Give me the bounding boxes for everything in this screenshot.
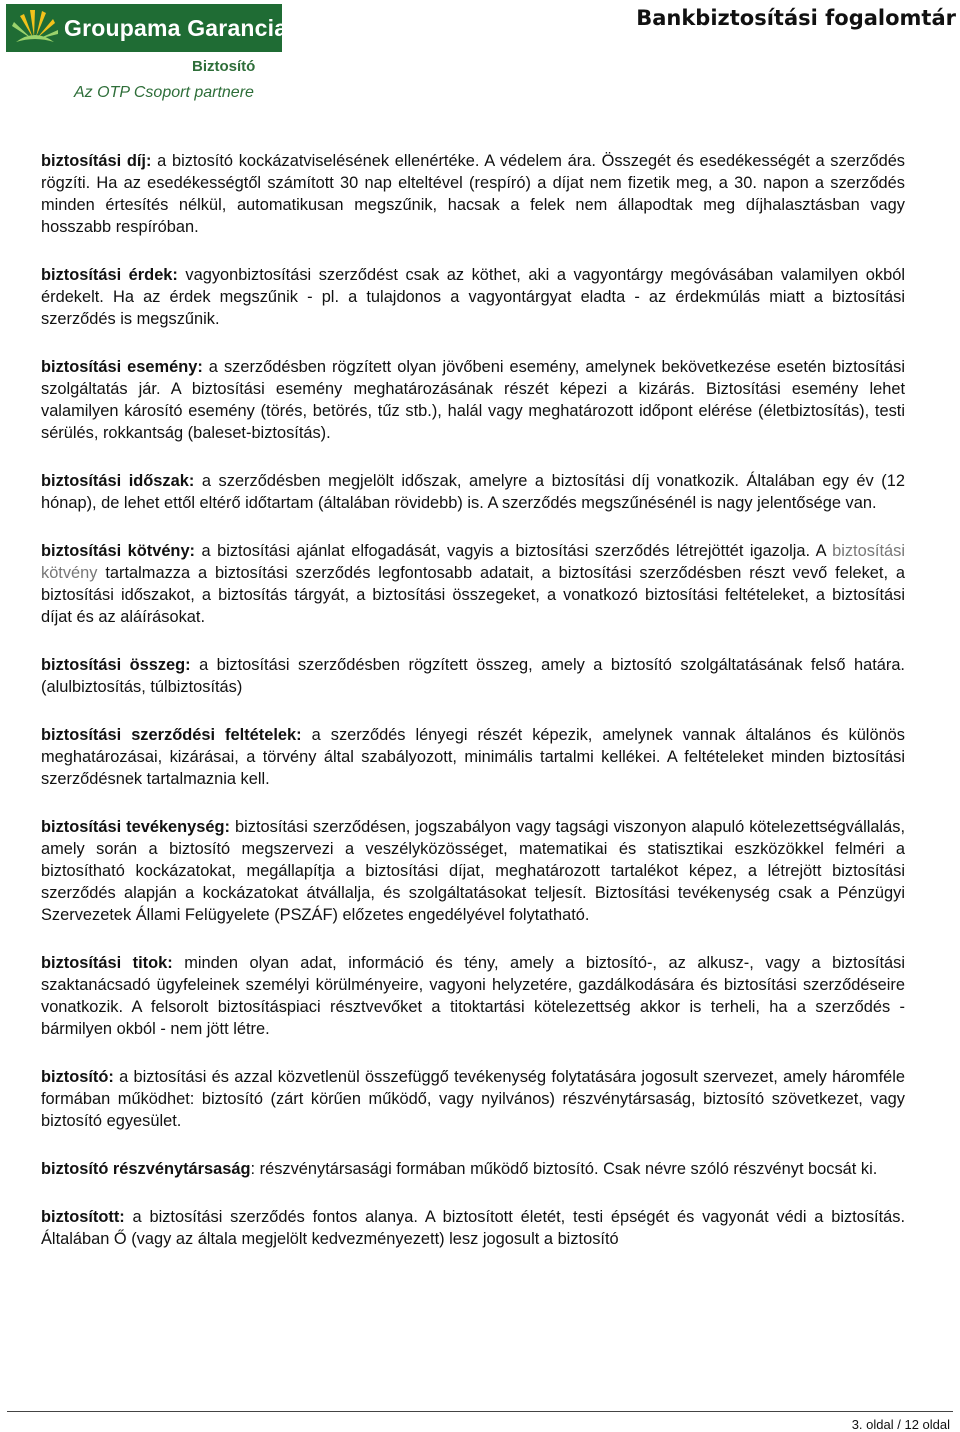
glossary-definition: a biztosítási szerződés fontos alanya. A biztosított életét, testi épségét és vagyonát védi a biztosítás. Általában Ő (vagy az általa megjelölt kedvezményezett) lesz jogosult a biztosító — [41, 1208, 905, 1248]
glossary-term: biztosítási díj: — [41, 152, 152, 170]
glossary-content — [41, 150, 905, 1276]
groupama-logo — [6, 4, 288, 104]
glossary-entry — [41, 724, 905, 790]
glossary-entry — [41, 1206, 905, 1250]
glossary-term: biztosítási időszak: — [41, 472, 195, 490]
glossary-definition: a szerződésben rögzített olyan jövőbeni esemény, amelynek bekövetkezése esetén biztosítási szolgáltatás jár. A biztosítási esemény meghatározásának részét képezi a kizárás. Biztosítási esemény lehet valamilyen károsító esemény (törés, betörés, tűz stb.), halál vagy meghatározott időpont elérése (életbiztosítás), testi sérülés, rokkantság (baleset-biztosítás). — [41, 358, 905, 442]
glossary-entry — [41, 264, 905, 330]
glossary-highlight: biztosítási kötvény — [41, 542, 905, 582]
glossary-definition: a biztosítási szerződésben rögzített összeg, amely a biztosító szolgáltatásának felső határa. (alulbiztosítás, túlbiztosítás) — [41, 656, 905, 696]
glossary-definition: vagyonbiztosítási szerződést csak az köthet, aki a vagyontárgy megóvásában valamilyen okból érdekelt. Ha az érdek megszűnik - pl. a tulajdonos a vagyontárgyat eladta - az érdekmúlás miatt a biztosítási szerződés is megszűnik. — [41, 266, 905, 328]
glossary-term: biztosító részvénytársaság — [41, 1160, 251, 1178]
glossary-definition: biztosítási szerződésen, jogszabályon vagy tagsági viszonyon alapuló kötelezettségvállalás, amely során a biztosító megszervezi a veszélyközösséget, matematikai és statisztikai eszközökkel felméri a biztosítható kockázatokat, megállapítja a biztosítási díjat, meghatározott tartalékot képez, a létrejött biztosítási szerződés alapján a kockázatokat átvállalja, és szolgáltatásokat teljesít. Biztosítási tevékenység csak a Pénzügyi Szervezetek Állami Felügyelete (PSZÁF) előzetes engedélyével folytatható. — [41, 818, 905, 924]
glossary-term: biztosított: — [41, 1208, 125, 1226]
glossary-entry — [41, 1158, 905, 1180]
glossary-entry — [41, 470, 905, 514]
glossary-entry — [41, 356, 905, 444]
glossary-definition: a szerződés lényegi részét képezik, amelynek vannak általános és különös meghatározásai, kizárásai, a törvény által szabályozott, minimális tartalmi kellékei. A feltételeket minden biztosítási szerződésnek tartalmaznia kell. — [41, 726, 905, 788]
glossary-term: biztosítási tevékenység: — [41, 818, 231, 836]
glossary-definition: minden olyan adat, információ és tény, amely a biztosító-, az alkusz-, vagy a biztosítási szaktanácsadó ügyfeleinek személyi körülményeire, vagyoni helyzetére, gazdálkodására és biztosítási szerződéseire vonatkozik. A felsorolt biztosításpiaci résztvevőket a titoktartási kötelezettség akkor is terheli, ha a szerződés - bármilyen okból - nem jött létre. — [41, 954, 905, 1038]
glossary-entry — [41, 1066, 905, 1132]
logo-band — [6, 4, 288, 52]
glossary-term: biztosítási összeg: — [41, 656, 191, 674]
glossary-term: biztosítási szerződési feltételek: — [41, 726, 302, 744]
glossary-entry — [41, 654, 905, 698]
glossary-definition: a szerződésben megjelölt időszak, amelyre a biztosítási díj vonatkozik. Általában egy év (12 hónap), de lehet ettől eltérő időtartam (általában rövidebb) is. A szerződés megszűnésénél is nagy jelentősége van. — [41, 472, 905, 512]
glossary-definition: : részvénytársasági formában működő biztosító. Csak névre szóló részvényt bocsát ki. — [250, 1160, 878, 1178]
glossary-term: biztosítási esemény: — [41, 358, 203, 376]
glossary-entry — [41, 816, 905, 926]
logo-brand-text: Groupama Garancia — [64, 14, 288, 41]
sunburst-icon — [6, 4, 64, 52]
document-title: Bankbiztosítási fogalomtár — [636, 6, 956, 30]
glossary-term: biztosítási kötvény: — [41, 542, 196, 560]
glossary-term: biztosító: — [41, 1068, 114, 1086]
page-number: 3. oldal / 12 oldal — [851, 1417, 950, 1432]
glossary-entry — [41, 952, 905, 1040]
glossary-entry — [41, 150, 905, 238]
glossary-term: biztosítási titok: — [41, 954, 173, 972]
logo-subtitle: Biztosító — [192, 58, 256, 75]
glossary-definition-cont: tartalmazza a biztosítási szerződés legfontosabb adatait, a biztosítási szerződésben részt vevő feleket, a biztosítási időszakot, a biztosítás tárgyát, a biztosítási összegeket, a vonatkozó biztosítási feltételeket, a biztosítási díjat és az aláírásokat. — [41, 564, 905, 626]
glossary-term: biztosítási érdek: — [41, 266, 178, 284]
glossary-definition: a biztosítási ajánlat elfogadását, vagyis a biztosítási szerződés létrejöttét igazolja. A — [195, 542, 833, 560]
glossary-definition: a biztosítási és azzal közvetlenül összefüggő tevékenység folytatására jogosult szervezet, amely háromféle formában működhet: biztosító (zárt körűen működő, vagy nyilvános) részvénytársaság, biztosító szövetkezet, vagy biztosító egyesület. — [41, 1068, 905, 1130]
glossary-definition: a biztosító kockázatviselésének ellenértéke. A védelem ára. Összegét és esedékességét a szerződés rögzíti. Ha az esedékességtől számított 30 nap elteltével (respíró) a díjat nem fizetik meg, a 30. napon a szerződés minden értesítés nélkül, automatikusan megszűnik, hacsak a felek nem állapodtak meg díjhalasztásban vagy hosszabb respíróban. — [41, 152, 906, 236]
footer-divider — [7, 1411, 953, 1412]
glossary-entry — [41, 540, 905, 628]
logo-tagline: Az OTP Csoport partnere — [74, 84, 254, 101]
